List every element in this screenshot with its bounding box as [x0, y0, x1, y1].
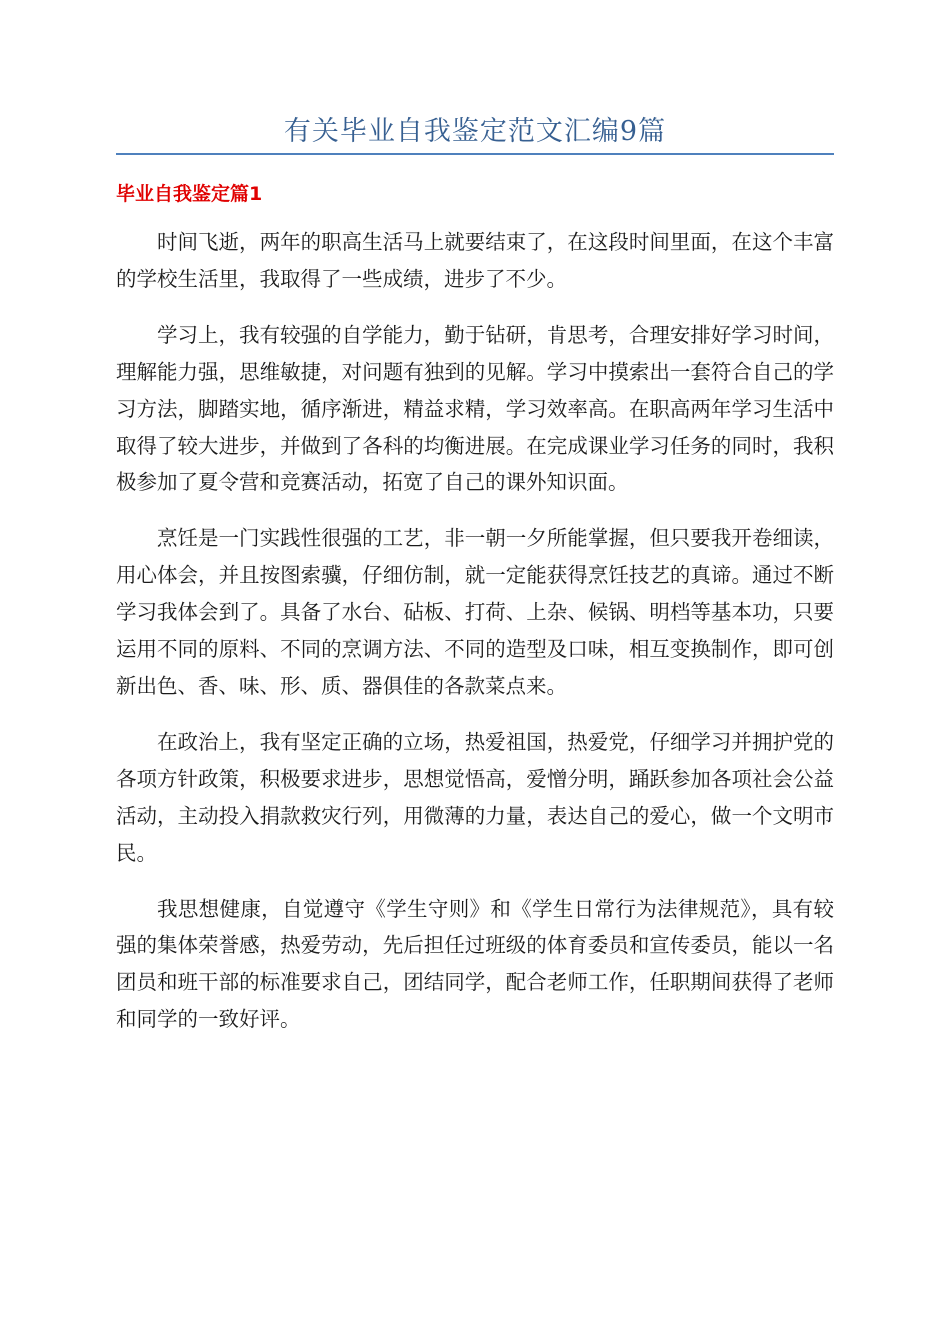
- paragraph-4: 在政治上，我有坚定正确的立场，热爱祖国，热爱党，仔细学习并拥护党的各项方针政策，积极要求进步，思想觉悟高，爱憎分明，踊跃参加各项社会公益活动，主动投入捐款救灾行列，用微薄的力量，表达自己的爱心，做一个文明市民。: [116, 729, 834, 865]
- title-underline: [116, 153, 834, 155]
- paragraph-5: 我思想健康，自觉遵守《学生守则》和《学生日常行为法律规范》，具有较强的集体荣誉感，热爱劳动，先后担任过班级的体育委员和宣传委员，能以一名团员和班干部的标准要求自己，团结同学，配合老师工作，任职期间获得了老师和同学的一致好评。: [116, 896, 834, 1032]
- section-heading: 毕业自我鉴定篇1: [116, 183, 263, 205]
- document-title: 有关毕业自我鉴定范文汇编9篇: [283, 116, 667, 147]
- paragraph-3: 烹饪是一门实践性很强的工艺，非一朝一夕所能掌握，但只要我开卷细读，用心体会，并且按图索骥，仔细仿制，就一定能获得烹饪技艺的真谛。通过不断学习我体会到了。具备了水台、砧板、打荷、上杂、候锅、明档等基本功，只要运用不同的原料、不同的烹调方法、不同的造型及口味，相互变换制作，即可创新出色、香、味、形、质、器俱佳的各款菜点来。: [116, 526, 834, 698]
- body-text: [116, 224, 834, 1057]
- paragraph-1: 时间飞逝，两年的职高生活马上就要结束了，在这段时间里面，在这个丰富的学校生活里，我取得了一些成绩，进步了不少。: [116, 230, 834, 291]
- paragraph-2: 学习上，我有较强的自学能力，勤于钻研，肯思考，合理安排好学习时间，理解能力强，思维敏捷，对问题有独到的见解。学习中摸索出一套符合自己的学习方法，脚踏实地，循序渐进，精益求精，学习效率高。在职高两年学习生活中取得了较大进步，并做到了各科的均衡进展。在完成课业学习任务的同时，我积极参加了夏令营和竞赛活动，拓宽了自己的课外知识面。: [116, 322, 834, 495]
